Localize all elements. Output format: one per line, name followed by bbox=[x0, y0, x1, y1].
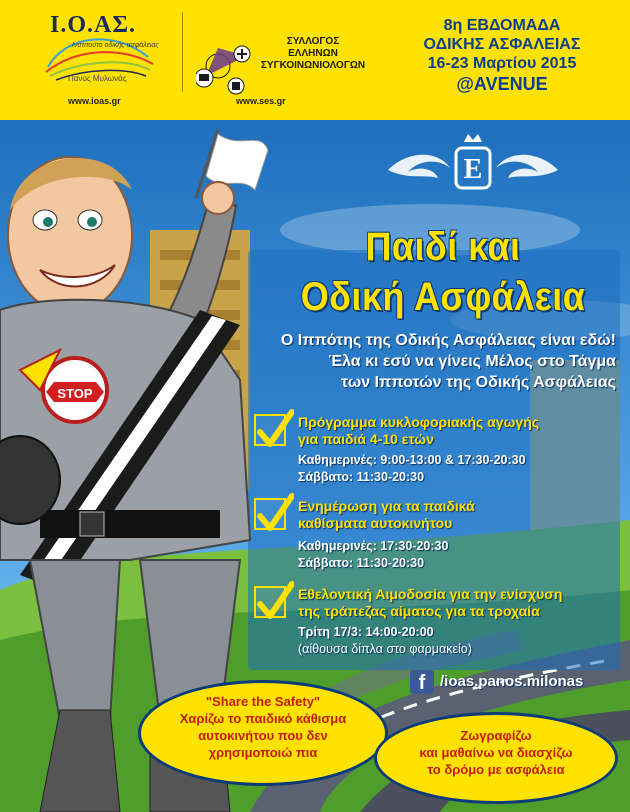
title-line-1: Παιδί και bbox=[365, 225, 521, 269]
title-line-2: Οδική Ασφάλεια bbox=[300, 275, 586, 319]
program-item-title bbox=[298, 586, 618, 620]
facebook-icon: f bbox=[410, 670, 434, 694]
checkmark-icon bbox=[254, 414, 286, 446]
event-name: ΟΔΙΚΗΣ ΑΣΦΑΛΕΙΑΣ bbox=[423, 36, 581, 53]
facebook-handle: /ioas.panos.milonas bbox=[440, 673, 584, 690]
ses-line-3: ΣΥΓΚΟΙΝΩΝΙΟΛΟΓΩΝ bbox=[260, 60, 366, 71]
poster-title bbox=[286, 222, 601, 322]
ioas-mark: Ι.Ο.ΑΣ. bbox=[50, 12, 137, 38]
draw-line-2: και μαθαίνω να διασχίζω bbox=[419, 745, 573, 760]
ses-url-link[interactable]: www.ses.gr bbox=[236, 96, 286, 106]
checkmark-icon bbox=[254, 586, 286, 618]
program-schedule-saturday: Σάββατο: 11:30-20:30 bbox=[298, 470, 425, 484]
checkmark-icon bbox=[254, 498, 286, 530]
ses-logo-icon bbox=[196, 36, 256, 96]
share-line-4: χρησιμοποιώ πια bbox=[208, 745, 318, 760]
program-title-line-1: Ενημέρωση για τα παιδικά bbox=[298, 498, 475, 514]
event-venue: @AVENUE bbox=[456, 74, 548, 94]
drawing-activity-badge bbox=[374, 712, 618, 804]
header-banner bbox=[0, 0, 630, 120]
program-schedule-saturday: Σάββατο: 11:30-20:30 bbox=[298, 556, 425, 570]
program-title-line-2: για παιδιά 4-10 ετών bbox=[298, 431, 434, 447]
share-tagline: "Share the Safety" bbox=[205, 694, 321, 709]
ses-line-1: ΣΥΛΛΟΓΟΣ bbox=[286, 36, 340, 47]
program-item-title bbox=[298, 414, 618, 448]
program-title-line-2: της τράπεζας αίματος για τα τροχαία bbox=[298, 603, 540, 619]
ses-line-2: ΕΛΛΗΝΩΝ bbox=[288, 48, 338, 59]
intro-line-2: Έλα κι εσύ να γίνεις Μέλος στο Τάγμα bbox=[328, 353, 616, 370]
event-info bbox=[388, 16, 616, 94]
draw-line-3: το δρόμο με ασφάλεια bbox=[427, 762, 565, 777]
stop-sign-text: STOP bbox=[57, 386, 93, 401]
ioas-panos: Πανος Μυλωνάς bbox=[68, 74, 127, 83]
program-schedule-date: Τρίτη 17/3: 14:00-20:00 bbox=[298, 625, 434, 639]
intro-text bbox=[250, 330, 622, 393]
intro-line-3: των Ιπποτών της Οδικής Ασφάλειας bbox=[341, 374, 616, 391]
ioas-url-link[interactable]: www.ioas.gr bbox=[68, 96, 121, 106]
share-line-2: Χαρίζω το παιδικό κάθισμα bbox=[179, 711, 347, 726]
program-title-line-1: Εθελοντική Αιμοδοσία για την ενίσχυση bbox=[298, 586, 563, 602]
program-schedule-note: (αίθουσα δίπλα στο φαρμακείο) bbox=[298, 642, 472, 656]
share-line-3: αυτοκινήτου που δεν bbox=[198, 728, 328, 743]
event-dates: 16-23 Μαρτίου 2015 bbox=[427, 55, 577, 72]
ioas-logo bbox=[28, 12, 178, 102]
share-the-safety-badge bbox=[138, 680, 388, 786]
program-title-line-2: καθίσματα αυτοκινήτου bbox=[298, 515, 453, 531]
draw-line-1: Ζωγραφίζω bbox=[460, 728, 532, 743]
intro-line-1: Ο Ιππότης της Οδικής Ασφάλειας είναι εδώ! bbox=[280, 332, 616, 349]
avenue-crown-emblem-icon bbox=[378, 130, 568, 200]
ioas-subtitle: Ινστιτούτο οδικής ασφάλειας bbox=[72, 42, 159, 49]
program-item-title bbox=[298, 498, 618, 532]
ses-name bbox=[258, 36, 368, 72]
header-divider bbox=[182, 12, 183, 92]
program-title-line-1: Πρόγραμμα κυκλοφοριακής αγωγής bbox=[298, 414, 540, 430]
program-schedule-weekdays: Καθημερινές: 17:30-20:30 bbox=[298, 539, 449, 553]
event-week: 8η ΕΒΔΟΜΑΔΑ bbox=[443, 17, 561, 34]
program-schedule-weekdays: Καθημερινές: 9:00-13:00 & 17:30-20:30 bbox=[298, 453, 526, 467]
emblem-letter: E bbox=[463, 154, 483, 185]
